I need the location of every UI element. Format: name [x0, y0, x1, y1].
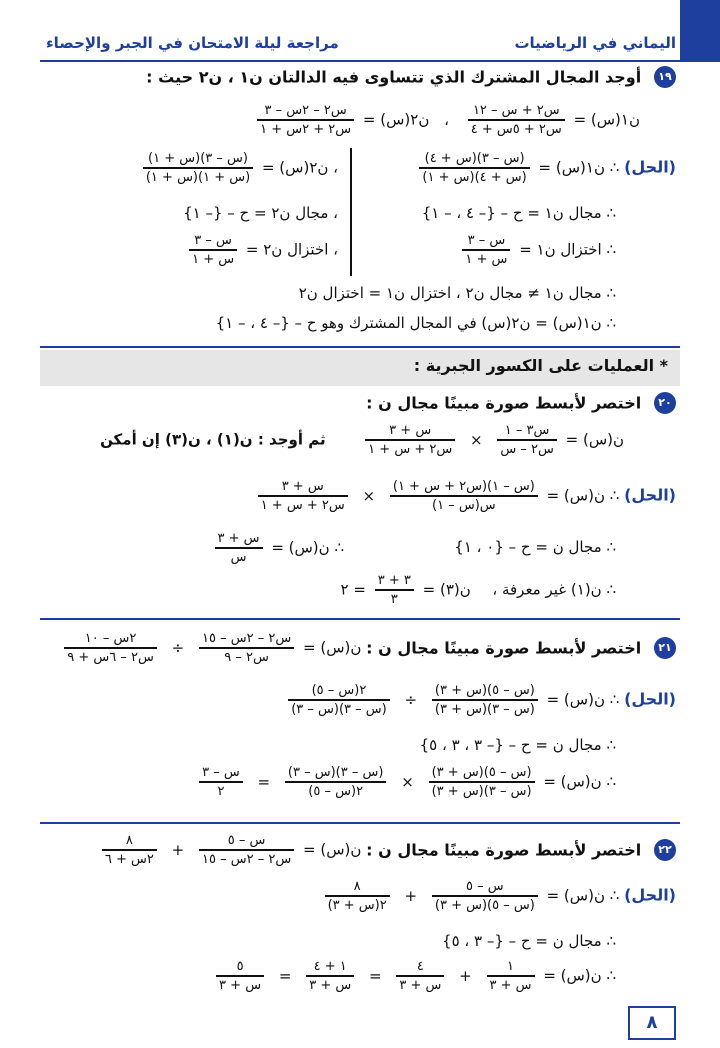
q21-l3-den2: ٢(س – ٥) — [308, 784, 364, 799]
q22-expr-fraction-2 — [102, 832, 157, 868]
q22-l3-den1: س + ٣ — [489, 978, 532, 993]
q20-l1-num2: س + ٣ — [258, 478, 348, 497]
q22-l3-num1: ١ — [487, 958, 535, 977]
page-number: ٨ — [628, 1006, 676, 1040]
q19-sol-line1-left — [139, 150, 338, 186]
q19-sol-line1-right — [415, 150, 676, 186]
q19-l3-fraction-a — [462, 232, 510, 268]
q20-l3-c: = ٢ — [340, 580, 366, 599]
q22-e-num1: س – ٥ — [199, 832, 294, 851]
q19-f2-num: س٢ – ٢س – ٣ — [257, 102, 354, 121]
q22-l1-fraction-1 — [432, 878, 538, 914]
q19-l3-num-b: س – ٣ — [189, 232, 237, 251]
q22-number-badge: ٢٢ — [654, 839, 676, 861]
q19-l1-den-b: (س + ١)(س + ١) — [145, 170, 251, 185]
q19-l1-label-b: ، ن٢(س) = — [261, 158, 338, 177]
q21-l1-num2: ٢(س – ٥) — [288, 682, 390, 701]
q20-sol-line3 — [341, 572, 616, 608]
q21-l3-operator: × — [401, 772, 414, 791]
q20-l1-den1: س(س – ١) — [432, 498, 496, 513]
q19-f1-den: س٢ + ٥س + ٤ — [470, 122, 562, 137]
q21-e-num2: ٢س – ١٠ — [64, 630, 157, 649]
q21-operator: ÷ — [171, 638, 185, 657]
q22-expr-label: ن(س) = — [303, 840, 362, 859]
q22-l3-num2: ٤ — [396, 958, 444, 977]
q21-l3-fraction-3 — [199, 764, 243, 800]
q22-l3-fraction-3 — [306, 958, 354, 994]
q22-l3-fraction-2 — [396, 958, 444, 994]
q19-f1-num: س٢ + س – ١٢ — [468, 102, 565, 121]
q20-prompt: اختصر لأبسط صورة مبينًا مجال ن : — [366, 393, 642, 413]
q21-l1-fraction-2 — [288, 682, 390, 718]
q19-functions: ن١(س) = $\frac{\text{س٢ + س – ١٢}}{\text{س٢ + ٥س + ٤}}$ ، ن٢(س) = $\frac{\text{س٢ – ٢س – ٣}}{\text{س٢ + ٢س + ١}}$ — [253, 102, 640, 138]
q20-sol-line1: (الحل) ∴ ن(س) = $\frac{\text{(س – ١)(س٢ + س + ١)}}{\text{س(س – ١)}}$ × $\frac{\text{س + ٣}}{\text{س٢ + س + ١}}$ — [254, 478, 676, 514]
q21-prompt-line — [60, 630, 676, 666]
q19-number-badge: ١٩ — [654, 66, 676, 88]
q19-l3-den-a: س + ١ — [465, 252, 508, 267]
q20-e-num2: س + ٣ — [365, 422, 455, 441]
q21-l3-num2: (س – ٣)(س – ٣) — [285, 764, 387, 783]
q22-sol-line1: (الحل) ∴ ن(س) = $\frac{\text{س – ٥}}{\text{(س – ٥)(س + ٣)}}$ + $\frac{٨}{\text{٢(س + ٣)}}$ — [321, 878, 676, 914]
section-title: * العمليات على الكسور الجبرية : — [413, 356, 668, 375]
q22-prompt-line — [98, 832, 676, 868]
q22-l3-num3: ١ + ٤ — [306, 958, 354, 977]
q22-expr-fraction-1 — [199, 832, 294, 868]
q21-separator — [40, 822, 680, 824]
q21-l1-label: ∴ ن(س) = — [546, 690, 620, 709]
q20-separator — [40, 618, 680, 620]
q19-l1-den-a: (س + ٤)(س + ١) — [422, 170, 527, 185]
q20-solution-label: (الحل) — [624, 485, 676, 505]
q20-l1-den2: س٢ + س + ١ — [260, 498, 345, 513]
q20-l2-num: س + ٣ — [215, 530, 263, 549]
q22-l3-label: ∴ ن(س) = — [543, 966, 616, 985]
q22-l1-den1: (س – ٥)(س + ٣) — [434, 898, 535, 913]
q19-sol-line2-left: ، مجال ن٢ = ح – {– ١} — [183, 204, 338, 222]
q20-l3-a: ∴ ن(١) غير معرفة ، — [492, 580, 616, 599]
q22-l1-label: ∴ ن(س) = — [546, 886, 620, 905]
q21-prompt: اختصر لأبسط صورة مبينًا مجال ن : — [366, 638, 642, 658]
q20-l3-fraction — [375, 572, 414, 608]
q21-sol-line1: (الحل) ∴ ن(س) = $\frac{\text{(س – ٥)(س + ٣)}}{\text{(س – ٣)(س + ٣)}}$ ÷ $\frac{\text{٢(س – ٥)}}{\text{(س – ٣)(س – ٣)}}$ — [284, 682, 676, 718]
header-left-title: مراجعة ليلة الامتحان في الجبر والإحصاء — [46, 34, 339, 52]
q21-l3-fraction-2 — [285, 764, 387, 800]
q19-sol-line3-right — [458, 232, 616, 268]
q19-prompt-line — [146, 66, 676, 88]
q20-expr-label: ن(س) = — [565, 430, 624, 449]
q19-sol-line4: ∴ مجال ن١ ≠ مجال ن٢ ، اختزال ن١ = اختزال ن٢ — [298, 284, 616, 302]
q22-e-den2: ٢س + ٦ — [104, 852, 154, 867]
q20-l2-fraction — [215, 530, 263, 566]
q21-solution-label: (الحل) — [624, 689, 676, 709]
q21-l3-den3: ٢ — [217, 784, 225, 799]
q20-e-den1: س٢ – س — [500, 442, 554, 457]
q19-sol-line5: ∴ ن١(س) = ن٢(س) في المجال المشترك وهو ح – {– ٤ ، – ١} — [215, 314, 616, 332]
q22-l1-num2: ٨ — [325, 878, 390, 897]
q22-l3-fraction-4 — [216, 958, 264, 994]
q20-l1-fraction-1 — [390, 478, 538, 514]
section-separator — [40, 346, 680, 348]
q21-l3-fraction-1 — [429, 764, 535, 800]
q22-l3-den2: س + ٣ — [399, 978, 442, 993]
q20-l1-fraction-2 — [258, 478, 348, 514]
q22-l1-fraction-2 — [325, 878, 390, 914]
q22-operator: + — [171, 840, 185, 859]
q19-f2-fraction — [257, 102, 354, 138]
header-tab — [680, 0, 720, 62]
q20-expr-fraction-2 — [365, 422, 455, 458]
q19-l3-num-a: س – ٣ — [462, 232, 510, 251]
header-right-title: اليماني في الرياضيات — [514, 34, 676, 52]
q20-l2-den: س — [230, 550, 247, 565]
q20-sol-line2-left — [211, 530, 344, 566]
q20-l3-den: ٣ — [390, 592, 398, 607]
q22-e-den1: س٢ – ٢س – ١٥ — [202, 852, 292, 867]
q19-l1-num-a: (س – ٣)(س + ٤) — [419, 150, 529, 169]
q19-l1-fraction-b — [143, 150, 253, 186]
q20-sol-line2-right: ∴ مجال ن = ح – {٠ ، ١} — [454, 538, 616, 556]
q22-sol-line3: ∴ ن(س) = $\frac{١}{\text{س + ٣}}$ + $\frac{٤}{\text{س + ٣}}$ = $\frac{١ + ٤}{\text{س + ٣}}$ = $\frac{٥}{\text{س + ٣}}$ — [212, 958, 616, 994]
q20-expression — [100, 422, 624, 458]
q22-l3-num4: ٥ — [216, 958, 264, 977]
q20-l3-b: ن(٣) = — [422, 580, 471, 599]
q21-l1-fraction-1 — [432, 682, 538, 718]
q22-l3-fraction-1 — [487, 958, 535, 994]
q19-f2-label: ن٢(س) = — [362, 110, 430, 129]
q19-f1-fraction — [468, 102, 565, 138]
q19-l1-num-b: (س – ٣)(س + ١) — [143, 150, 253, 169]
q22-solution-label: (الحل) — [624, 885, 676, 905]
q21-l3-den1: (س – ٣)(س + ٣) — [431, 784, 532, 799]
q21-sol-line2: ∴ مجال ن = ح – {– ٣ ، ٣ ، ٥} — [419, 736, 616, 754]
q22-l3-den3: س + ٣ — [309, 978, 352, 993]
q20-number-badge: ٢٠ — [654, 392, 676, 414]
q19-l3-label-b: ، اختزال ن٢ = — [245, 240, 338, 259]
q20-then: ثم أوجد : ن(١) ، ن(٣) إن أمكن — [100, 430, 326, 449]
q22-prompt: اختصر لأبسط صورة مبينًا مجال ن : — [366, 840, 642, 860]
q19-sol-line2-right: ∴ مجال ن١ = ح – {– ٤ ، – ١} — [421, 204, 616, 222]
q19-l1-fraction-a — [419, 150, 529, 186]
q21-sol-line3: ∴ ن(س) = $\frac{\text{(س – ٥)(س + ٣)}}{\text{(س – ٣)(س + ٣)}}$ × $\frac{\text{(س – ٣)(س – ٣)}}{\text{٢(س – ٥)}}$ = $\frac{\text{س – ٣}}{٢}$ — [195, 764, 616, 800]
q20-expr-fraction-1 — [497, 422, 557, 458]
q19-l3-fraction-b — [189, 232, 237, 268]
q21-e-num1: س٢ – ٢س – ١٥ — [199, 630, 294, 649]
q21-expr-label: ن(س) = — [303, 638, 362, 657]
page-header — [0, 0, 720, 70]
q21-e-den2: س٢ – ٦س + ٩ — [67, 650, 154, 665]
q19-l1-label-a: ∴ ن١(س) = — [538, 158, 620, 177]
q20-prompt-line — [366, 392, 676, 414]
q19-l3-den-b: س + ١ — [192, 252, 235, 267]
q20-l1-label: ∴ ن(س) = — [546, 486, 620, 505]
q22-e-num2: ٨ — [102, 832, 157, 851]
q22-l1-den2: ٢(س + ٣) — [327, 898, 387, 913]
q22-l1-num1: س – ٥ — [432, 878, 538, 897]
q22-sol-line2: ∴ مجال ن = ح – {– ٣ ، ٥} — [442, 932, 616, 950]
q19-l3-label-a: ∴ اختزال ن١ = — [519, 240, 616, 259]
q19-f1-label: ن١(س) = — [573, 110, 640, 129]
q21-l1-den1: (س – ٣)(س + ٣) — [434, 702, 535, 717]
q20-l2-label: ∴ ن(س) = — [271, 538, 344, 557]
q21-l1-den2: (س – ٣)(س – ٣) — [291, 702, 387, 717]
header-rule — [40, 60, 680, 62]
q21-l3-num3: س – ٣ — [199, 764, 243, 783]
q20-l3-num: ٣ + ٣ — [375, 572, 414, 591]
q21-e-den1: س٢ – ٩ — [224, 650, 269, 665]
q21-expr-fraction-2 — [64, 630, 157, 666]
q21-expr-fraction-1 — [199, 630, 294, 666]
q21-l1-num1: (س – ٥)(س + ٣) — [432, 682, 538, 701]
q22-l3-den4: س + ٣ — [219, 978, 262, 993]
q20-e-den2: س٢ + س + ١ — [368, 442, 453, 457]
q21-l3-label: ∴ ن(س) = — [543, 772, 616, 791]
q20-operator: × — [469, 430, 483, 449]
q19-divider — [350, 148, 352, 276]
q21-l3-num1: (س – ٥)(س + ٣) — [429, 764, 535, 783]
q20-e-num1: س٣ – ١ — [497, 422, 557, 441]
q19-sol-line3-left — [185, 232, 338, 268]
q19-f2-den: س٢ + ٢س + ١ — [260, 122, 352, 137]
q21-number-badge: ٢١ — [654, 637, 676, 659]
q19-prompt: أوجد المجال المشترك الذي تتساوى فيه الدالتان ن١ ، ن٢ حيث : — [146, 67, 642, 87]
q20-l1-num1: (س – ١)(س٢ + س + ١) — [390, 478, 538, 497]
q19-solution-label: (الحل) — [624, 157, 676, 177]
